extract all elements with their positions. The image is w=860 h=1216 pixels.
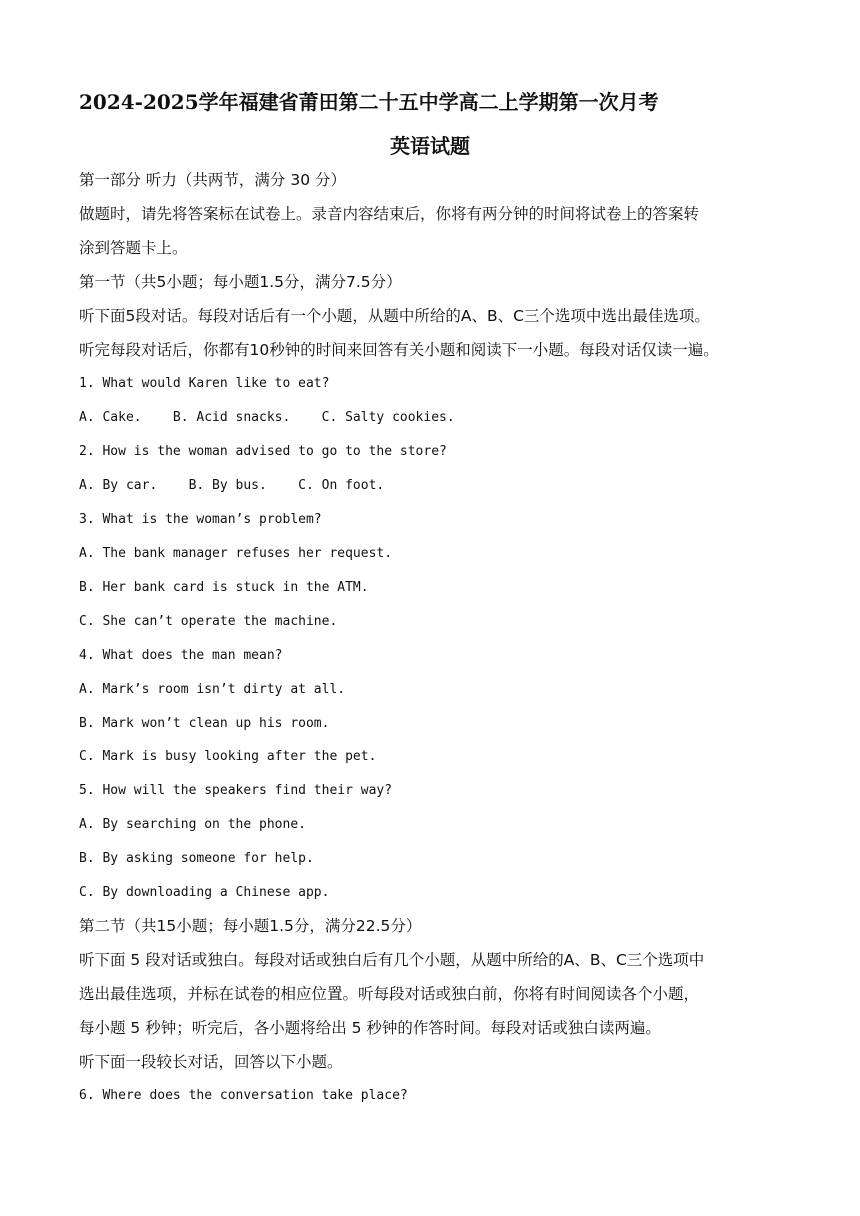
question-5-option-b: B. By asking someone for help. (79, 851, 314, 867)
section2-block (79, 910, 790, 1113)
question-6: 6. Where does the conversation take place? (79, 1088, 408, 1104)
question-4-option-b: B. Mark won’t clean up his room. (79, 715, 330, 731)
exam-title: 2024-2025学年福建省莆田第二十五中学高二上学期第一次月考 (79, 90, 659, 114)
question-4-option-a: A. Mark’s room isn’t dirty at all. (79, 681, 346, 697)
part1-instructions-line1: 做题时，请先将答案标在试卷上。录音内容结束后，你将有两分钟的时间将试卷上的答案转 (79, 204, 700, 223)
section2-group-intro: 听下面一段较长对话，回答以下小题。 (79, 1052, 343, 1071)
exam-subtitle: 英语试题 (390, 134, 470, 158)
section2-heading: 第二节（共15小题；每小题1.5分，满分22.5分） (79, 916, 422, 935)
question-3: 3. What is the woman’s problem? (79, 512, 322, 528)
question-5-option-c: C. By downloading a Chinese app. (79, 885, 330, 901)
question-3-option-c: C. She can’t operate the machine. (79, 613, 338, 629)
section1-instructions-line2: 听完每段对话后，你都有10秒钟的时间来回答有关小题和阅读下一小题。每段对话仅读一遍。 (79, 340, 719, 359)
section1-instructions-line1: 听下面5段对话。每段对话后有一个小题，从题中所给的A、B、C三个选项中选出最佳选项。 (79, 306, 710, 325)
question-4-option-c: C. Mark is busy looking after the pet. (79, 749, 377, 765)
question-3-option-a: A. The bank manager refuses her request. (79, 545, 393, 561)
question-5: 5. How will the speakers find their way? (79, 783, 393, 799)
question-1-options: A. Cake. B. Acid snacks. C. Salty cookies. (79, 410, 455, 426)
question-2-options: A. By car. B. By bus. C. On foot. (79, 478, 385, 494)
question-5-option-a: A. By searching on the phone. (79, 817, 306, 833)
section2-instructions-line1: 听下面 5 段对话或独白。每段对话或独白后有几个小题，从题中所给的A、B、C三个选项中 (79, 950, 705, 969)
section2-instructions-line3: 每小题 5 秒钟；听完后，各小题将给出 5 秒钟的作答时间。每段对话或独白读两遍。 (79, 1018, 661, 1037)
question-1: 1. What would Karen like to eat? (79, 376, 330, 392)
part1-block (79, 164, 790, 266)
section2-instructions-line2: 选出最佳选项，并标在试卷的相应位置。听每段对话或独白前，你将有时间阅读各个小题， (79, 984, 700, 1003)
section1-block (79, 266, 790, 910)
question-4: 4. What does the man mean? (79, 647, 283, 663)
question-3-option-b: B. Her bank card is stuck in the ATM. (79, 579, 369, 595)
section1-heading: 第一节（共5小题；每小题1.5分，满分7.5分） (79, 272, 402, 291)
part1-instructions-line2: 涂到答题卡上。 (79, 238, 188, 257)
question-2: 2. How is the woman advised to go to the store? (79, 444, 447, 460)
part1-heading: 第一部分 听力（共两节，满分 30 分） (79, 171, 347, 189)
